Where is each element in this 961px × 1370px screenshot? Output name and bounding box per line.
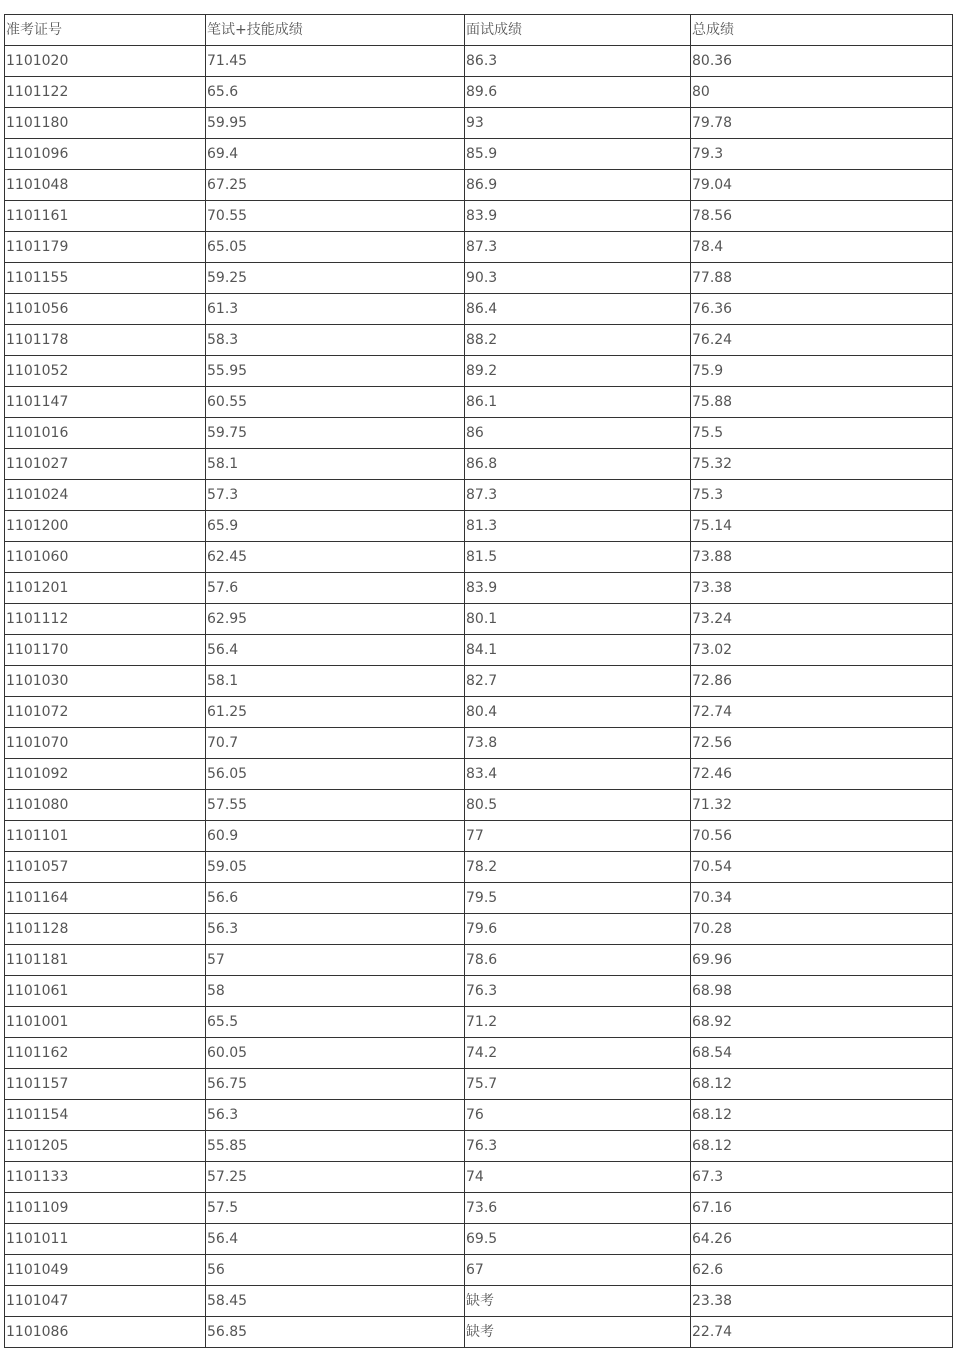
interview-score-cell: 86.8: [465, 449, 691, 480]
written-skill-score-cell: 57.55: [206, 790, 465, 821]
interview-score-cell: 67: [465, 1255, 691, 1286]
table-row: [5, 108, 953, 139]
written-skill-score-cell: 55.95: [206, 356, 465, 387]
exam-id-cell: 1101157: [5, 1069, 206, 1100]
exam-id-cell: 1101080: [5, 790, 206, 821]
total-score-cell: 77.88: [691, 263, 953, 294]
total-score-cell: 62.6: [691, 1255, 953, 1286]
written-skill-score-cell: 65.5: [206, 1007, 465, 1038]
total-score-cell: 72.86: [691, 666, 953, 697]
table-row: [5, 201, 953, 232]
total-score-cell: 68.12: [691, 1100, 953, 1131]
interview-score-cell: 80.5: [465, 790, 691, 821]
written-skill-score-cell: 56: [206, 1255, 465, 1286]
total-score-cell: 64.26: [691, 1224, 953, 1255]
table-row: [5, 1038, 953, 1069]
total-score-cell: 67.3: [691, 1162, 953, 1193]
exam-id-cell: 1101200: [5, 511, 206, 542]
table-row: [5, 821, 953, 852]
interview-score-cell: 83.4: [465, 759, 691, 790]
written-skill-score-cell: 65.9: [206, 511, 465, 542]
interview-score-cell: 缺考: [465, 1317, 691, 1348]
interview-score-cell: 85.9: [465, 139, 691, 170]
table-body: [5, 46, 953, 1348]
total-score-cell: 78.4: [691, 232, 953, 263]
table-row: [5, 1007, 953, 1038]
interview-score-cell: 69.5: [465, 1224, 691, 1255]
exam-id-cell: 1101047: [5, 1286, 206, 1317]
interview-score-cell: 79.6: [465, 914, 691, 945]
written-skill-score-cell: 55.85: [206, 1131, 465, 1162]
written-skill-score-cell: 56.4: [206, 1224, 465, 1255]
written-skill-score-cell: 62.45: [206, 542, 465, 573]
total-score-cell: 22.74: [691, 1317, 953, 1348]
table-row: [5, 356, 953, 387]
written-skill-score-cell: 67.25: [206, 170, 465, 201]
interview-score-cell: 74: [465, 1162, 691, 1193]
exam-id-cell: 1101147: [5, 387, 206, 418]
total-score-cell: 68.12: [691, 1131, 953, 1162]
interview-score-cell: 71.2: [465, 1007, 691, 1038]
interview-score-cell: 缺考: [465, 1286, 691, 1317]
exam-id-cell: 1101016: [5, 418, 206, 449]
written-skill-score-cell: 58.1: [206, 449, 465, 480]
interview-score-cell: 78.6: [465, 945, 691, 976]
table-row: [5, 852, 953, 883]
total-score-cell: 70.28: [691, 914, 953, 945]
written-skill-score-cell: 62.95: [206, 604, 465, 635]
total-score-cell: 72.46: [691, 759, 953, 790]
written-skill-score-cell: 70.7: [206, 728, 465, 759]
exam-id-cell: 1101056: [5, 294, 206, 325]
header-total-score: 总成绩: [691, 15, 953, 46]
written-skill-score-cell: 56.85: [206, 1317, 465, 1348]
written-skill-score-cell: 57.3: [206, 480, 465, 511]
total-score-cell: 75.5: [691, 418, 953, 449]
table-row: [5, 883, 953, 914]
table-row: [5, 1286, 953, 1317]
exam-id-cell: 1101205: [5, 1131, 206, 1162]
table-row: [5, 511, 953, 542]
total-score-cell: 73.24: [691, 604, 953, 635]
interview-score-cell: 73.8: [465, 728, 691, 759]
written-skill-score-cell: 58.3: [206, 325, 465, 356]
table-row: [5, 976, 953, 1007]
table-row: [5, 914, 953, 945]
exam-id-cell: 1101011: [5, 1224, 206, 1255]
written-skill-score-cell: 65.05: [206, 232, 465, 263]
written-skill-score-cell: 61.25: [206, 697, 465, 728]
exam-id-cell: 1101049: [5, 1255, 206, 1286]
total-score-cell: 80: [691, 77, 953, 108]
interview-score-cell: 76.3: [465, 976, 691, 1007]
written-skill-score-cell: 65.6: [206, 77, 465, 108]
interview-score-cell: 76: [465, 1100, 691, 1131]
written-skill-score-cell: 69.4: [206, 139, 465, 170]
written-skill-score-cell: 56.05: [206, 759, 465, 790]
written-skill-score-cell: 56.4: [206, 635, 465, 666]
table-row: [5, 387, 953, 418]
exam-id-cell: 1101162: [5, 1038, 206, 1069]
interview-score-cell: 75.7: [465, 1069, 691, 1100]
total-score-cell: 79.78: [691, 108, 953, 139]
exam-id-cell: 1101024: [5, 480, 206, 511]
table-row: [5, 480, 953, 511]
table-row: [5, 945, 953, 976]
interview-score-cell: 87.3: [465, 480, 691, 511]
exam-id-cell: 1101001: [5, 1007, 206, 1038]
interview-score-cell: 90.3: [465, 263, 691, 294]
total-score-cell: 73.88: [691, 542, 953, 573]
total-score-cell: 72.74: [691, 697, 953, 728]
exam-id-cell: 1101072: [5, 697, 206, 728]
exam-id-cell: 1101061: [5, 976, 206, 1007]
interview-score-cell: 86.1: [465, 387, 691, 418]
table-row: [5, 232, 953, 263]
written-skill-score-cell: 59.25: [206, 263, 465, 294]
interview-score-cell: 82.7: [465, 666, 691, 697]
interview-score-cell: 83.9: [465, 573, 691, 604]
table-row: [5, 46, 953, 77]
written-skill-score-cell: 57.6: [206, 573, 465, 604]
interview-score-cell: 88.2: [465, 325, 691, 356]
total-score-cell: 23.38: [691, 1286, 953, 1317]
exam-id-cell: 1101178: [5, 325, 206, 356]
exam-id-cell: 1101096: [5, 139, 206, 170]
interview-score-cell: 83.9: [465, 201, 691, 232]
written-skill-score-cell: 57.5: [206, 1193, 465, 1224]
interview-score-cell: 80.1: [465, 604, 691, 635]
written-skill-score-cell: 56.75: [206, 1069, 465, 1100]
written-skill-score-cell: 58.1: [206, 666, 465, 697]
total-score-cell: 79.04: [691, 170, 953, 201]
exam-id-cell: 1101109: [5, 1193, 206, 1224]
exam-id-cell: 1101070: [5, 728, 206, 759]
written-skill-score-cell: 60.55: [206, 387, 465, 418]
interview-score-cell: 84.1: [465, 635, 691, 666]
total-score-cell: 68.54: [691, 1038, 953, 1069]
table-row: [5, 1069, 953, 1100]
total-score-cell: 70.56: [691, 821, 953, 852]
table-row: [5, 1131, 953, 1162]
exam-id-cell: 1101101: [5, 821, 206, 852]
interview-score-cell: 89.2: [465, 356, 691, 387]
table-row: [5, 1255, 953, 1286]
table-row: [5, 542, 953, 573]
table-row: [5, 294, 953, 325]
written-skill-score-cell: 56.3: [206, 914, 465, 945]
exam-id-cell: 1101060: [5, 542, 206, 573]
table-row: [5, 325, 953, 356]
table-row: [5, 604, 953, 635]
interview-score-cell: 86: [465, 418, 691, 449]
total-score-cell: 75.14: [691, 511, 953, 542]
written-skill-score-cell: 60.05: [206, 1038, 465, 1069]
interview-score-cell: 89.6: [465, 77, 691, 108]
total-score-cell: 80.36: [691, 46, 953, 77]
written-skill-score-cell: 71.45: [206, 46, 465, 77]
exam-id-cell: 1101112: [5, 604, 206, 635]
written-skill-score-cell: 58.45: [206, 1286, 465, 1317]
written-skill-score-cell: 58: [206, 976, 465, 1007]
header-written-skill-score: 笔试+技能成绩: [206, 15, 465, 46]
exam-id-cell: 1101057: [5, 852, 206, 883]
total-score-cell: 75.3: [691, 480, 953, 511]
total-score-cell: 70.54: [691, 852, 953, 883]
header-interview-score: 面试成绩: [465, 15, 691, 46]
written-skill-score-cell: 59.05: [206, 852, 465, 883]
interview-score-cell: 87.3: [465, 232, 691, 263]
exam-id-cell: 1101179: [5, 232, 206, 263]
exam-id-cell: 1101180: [5, 108, 206, 139]
total-score-cell: 79.3: [691, 139, 953, 170]
written-skill-score-cell: 59.95: [206, 108, 465, 139]
interview-score-cell: 86.4: [465, 294, 691, 325]
table-row: [5, 418, 953, 449]
exam-id-cell: 1101133: [5, 1162, 206, 1193]
table-row: [5, 573, 953, 604]
exam-id-cell: 1101020: [5, 46, 206, 77]
interview-score-cell: 73.6: [465, 1193, 691, 1224]
table-row: [5, 1100, 953, 1131]
table-row: [5, 1317, 953, 1348]
interview-score-cell: 80.4: [465, 697, 691, 728]
table-row: [5, 449, 953, 480]
interview-score-cell: 86.9: [465, 170, 691, 201]
exam-id-cell: 1101154: [5, 1100, 206, 1131]
exam-id-cell: 1101092: [5, 759, 206, 790]
table-row: [5, 728, 953, 759]
total-score-cell: 68.12: [691, 1069, 953, 1100]
table-row: [5, 1224, 953, 1255]
total-score-cell: 67.16: [691, 1193, 953, 1224]
exam-id-cell: 1101181: [5, 945, 206, 976]
total-score-cell: 72.56: [691, 728, 953, 759]
total-score-cell: 73.02: [691, 635, 953, 666]
written-skill-score-cell: 56.3: [206, 1100, 465, 1131]
exam-id-cell: 1101086: [5, 1317, 206, 1348]
exam-id-cell: 1101122: [5, 77, 206, 108]
table-row: [5, 170, 953, 201]
interview-score-cell: 74.2: [465, 1038, 691, 1069]
total-score-cell: 75.88: [691, 387, 953, 418]
exam-id-cell: 1101155: [5, 263, 206, 294]
written-skill-score-cell: 59.75: [206, 418, 465, 449]
written-skill-score-cell: 56.6: [206, 883, 465, 914]
exam-id-cell: 1101030: [5, 666, 206, 697]
table-row: [5, 759, 953, 790]
total-score-cell: 75.32: [691, 449, 953, 480]
total-score-cell: 75.9: [691, 356, 953, 387]
table-row: [5, 697, 953, 728]
written-skill-score-cell: 60.9: [206, 821, 465, 852]
exam-id-cell: 1101048: [5, 170, 206, 201]
total-score-cell: 70.34: [691, 883, 953, 914]
exam-id-cell: 1101027: [5, 449, 206, 480]
table-row: [5, 1193, 953, 1224]
table-row: [5, 666, 953, 697]
interview-score-cell: 81.3: [465, 511, 691, 542]
exam-id-cell: 1101052: [5, 356, 206, 387]
interview-score-cell: 76.3: [465, 1131, 691, 1162]
total-score-cell: 76.36: [691, 294, 953, 325]
interview-score-cell: 78.2: [465, 852, 691, 883]
written-skill-score-cell: 70.55: [206, 201, 465, 232]
score-table: [4, 14, 953, 1348]
interview-score-cell: 79.5: [465, 883, 691, 914]
total-score-cell: 68.92: [691, 1007, 953, 1038]
total-score-cell: 69.96: [691, 945, 953, 976]
written-skill-score-cell: 57.25: [206, 1162, 465, 1193]
interview-score-cell: 81.5: [465, 542, 691, 573]
exam-id-cell: 1101201: [5, 573, 206, 604]
table-row: [5, 77, 953, 108]
exam-id-cell: 1101170: [5, 635, 206, 666]
table-row: [5, 790, 953, 821]
total-score-cell: 78.56: [691, 201, 953, 232]
written-skill-score-cell: 57: [206, 945, 465, 976]
header-row: [5, 15, 953, 46]
interview-score-cell: 77: [465, 821, 691, 852]
exam-id-cell: 1101161: [5, 201, 206, 232]
total-score-cell: 73.38: [691, 573, 953, 604]
table-row: [5, 635, 953, 666]
total-score-cell: 71.32: [691, 790, 953, 821]
table-row: [5, 139, 953, 170]
written-skill-score-cell: 61.3: [206, 294, 465, 325]
exam-id-cell: 1101128: [5, 914, 206, 945]
header-exam-id: 准考证号: [5, 15, 206, 46]
table-row: [5, 263, 953, 294]
table-row: [5, 1162, 953, 1193]
interview-score-cell: 93: [465, 108, 691, 139]
interview-score-cell: 86.3: [465, 46, 691, 77]
total-score-cell: 76.24: [691, 325, 953, 356]
exam-id-cell: 1101164: [5, 883, 206, 914]
total-score-cell: 68.98: [691, 976, 953, 1007]
